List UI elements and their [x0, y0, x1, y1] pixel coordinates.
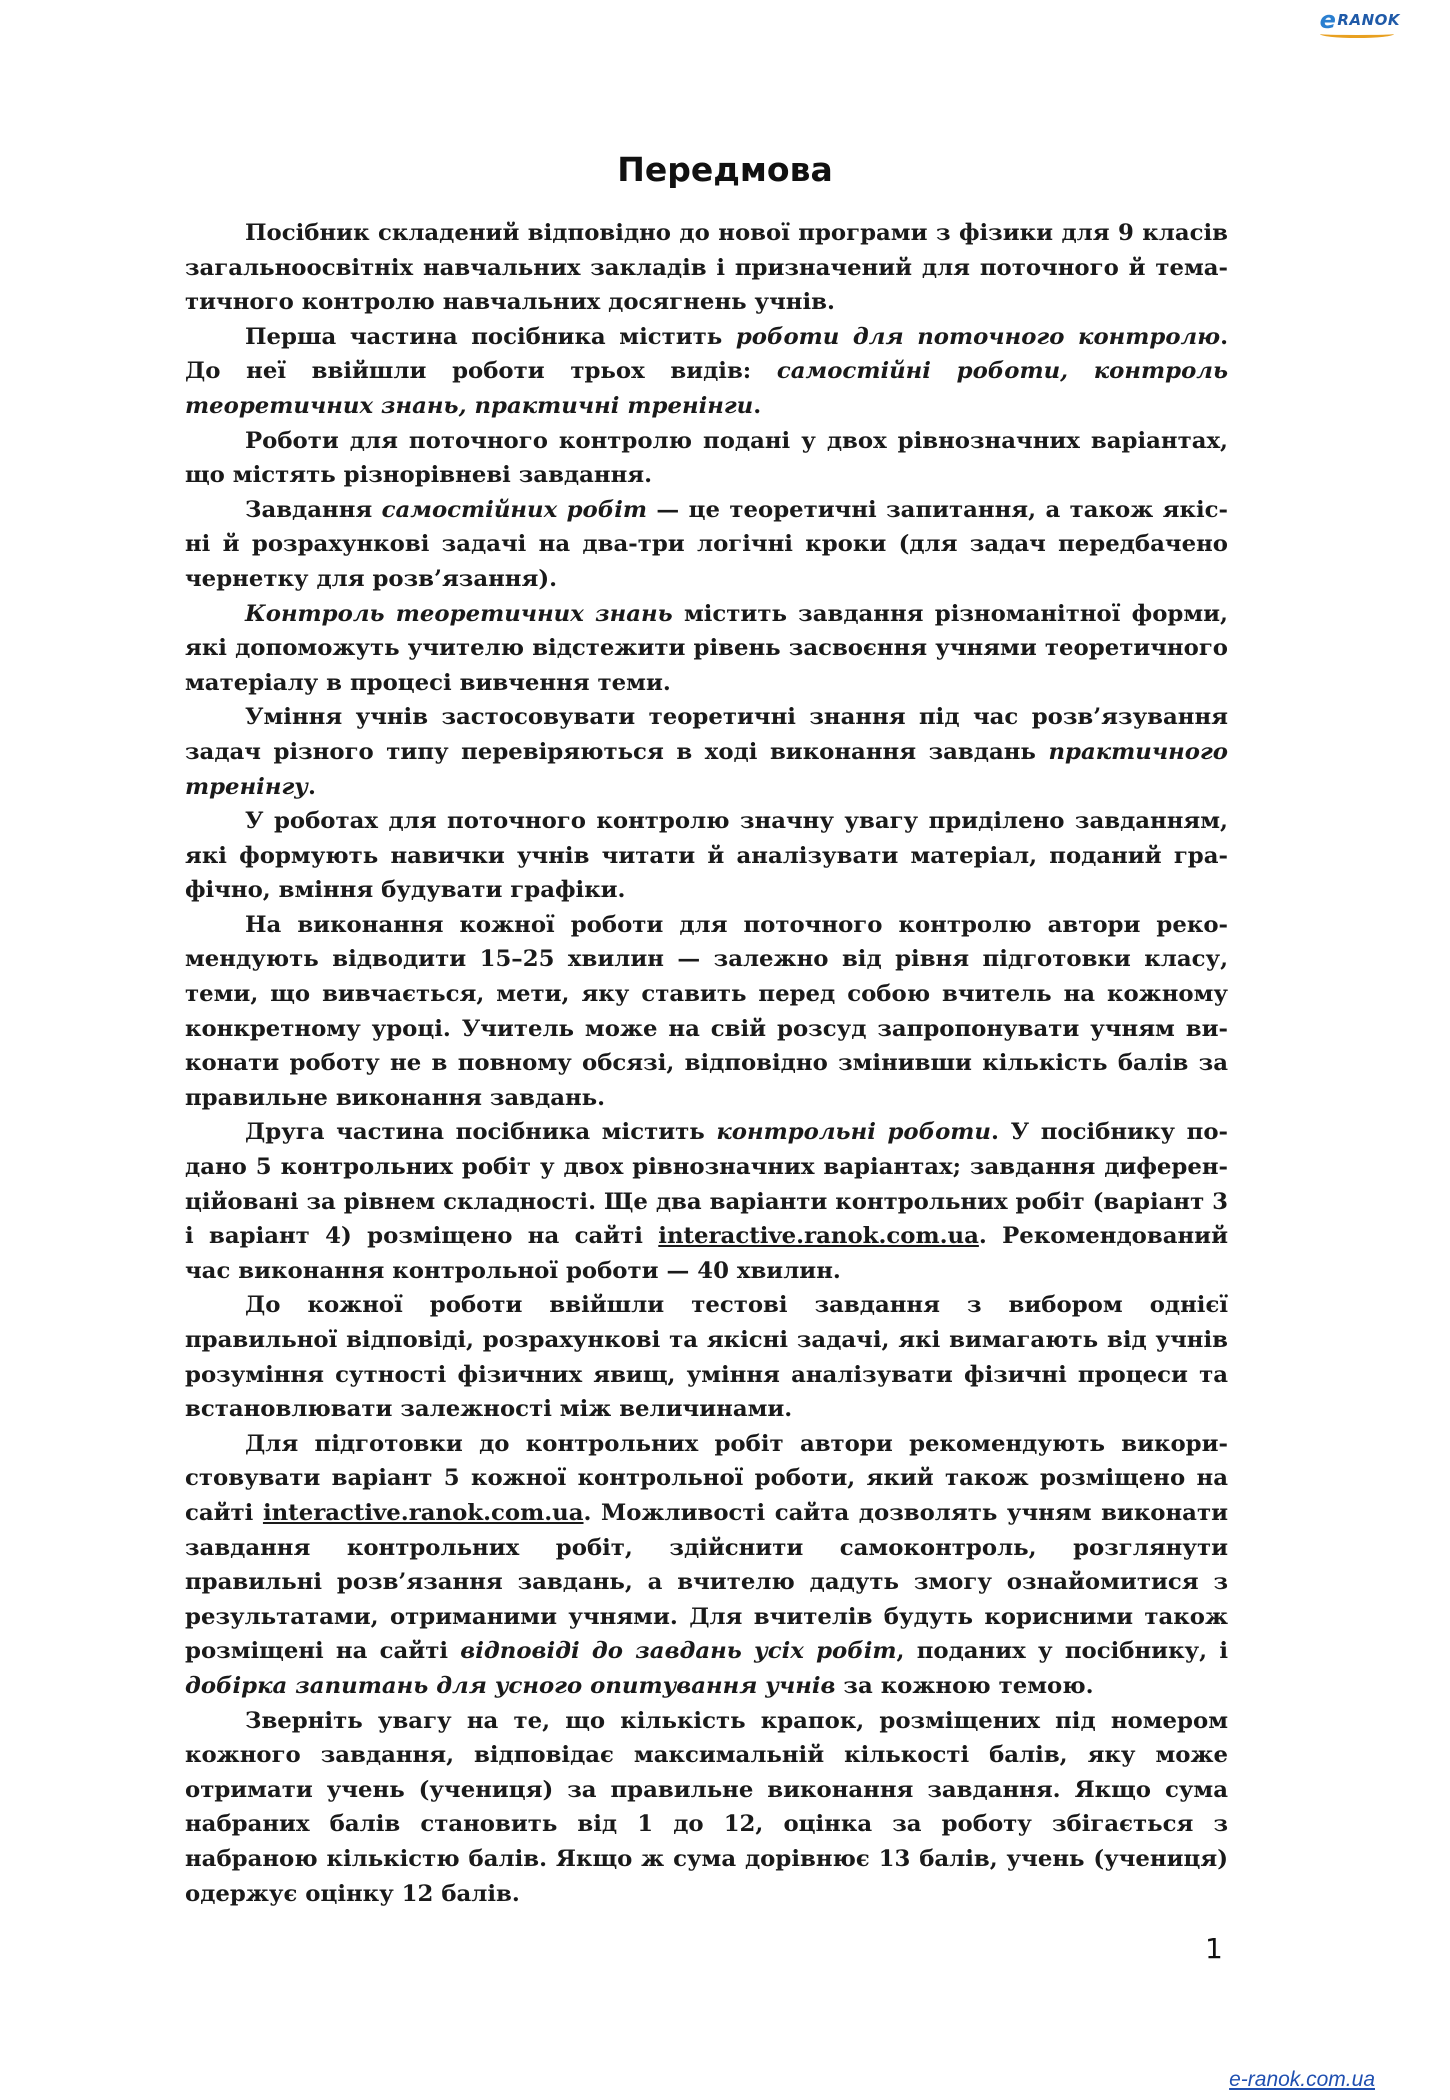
footer-site-link[interactable]: e-ranok.com.ua	[1229, 2068, 1375, 2091]
logo-text: RANOK	[1337, 11, 1400, 29]
site-link[interactable]: interactive.ranok.com.ua	[658, 1223, 979, 1250]
paragraph	[185, 216, 1228, 320]
text-run: До кожної роботи ввійшли тестові завдання з вибором однієї правильної відповіді, розрахункові та якісні задачі, які вимагають від учнів розуміння сутності фізичних явищ, уміння аналізувати фізичні процеси та встановлювати залежності між величинами.	[185, 1292, 1228, 1423]
emphasis-text: Контроль теоретичних знань	[245, 600, 673, 627]
logo-e-mark: e	[1319, 6, 1337, 34]
text-run: , поданих у посібнику, і	[896, 1638, 1228, 1665]
emphasis-text: відповіді до завдань усіх робіт	[460, 1638, 897, 1665]
paragraph	[185, 1288, 1228, 1426]
paragraph	[185, 700, 1228, 804]
text-run: містить завдання різноманітної форми, які допоможуть учителю відстежити рівень засвоєння учнями теоретичного матеріалу в процесі вивчення теми.	[185, 600, 1228, 696]
text-run: Роботи для поточного контролю подані у двох рівнозначних варіантах, що містять різнорівневі завдання.	[185, 427, 1228, 489]
emphasis-text: роботи для поточного контролю	[735, 323, 1221, 350]
text-run: У роботах для поточного контролю значну увагу приділено завданням, які формують навички учнів читати й аналізувати матеріал, поданий графічно, вміння будувати графіки.	[185, 808, 1228, 904]
text-run: На виконання кожної роботи для поточного контролю автори рекомендують відводити 15–25 хвилин — залежно від рівня підготовки класу, теми, що вивчається, мети, яку ставить перед собою вчитель на кожному конкретному уроці. Учитель може на свій розсуд запропонувати учням виконати роботу не в повному обсязі, відповідно змінивши кількість балів за правильне виконання завдань.	[185, 911, 1228, 1111]
text-run: Зверніть увагу на те, що кількість крапок, розміщених під номером кожного завдання, відповідає максимальній кількості балів, яку може отримати учень (учениця) за правильне виконання завдання. Якщо сума набраних балів становить від 1 до 12, оцінка за роботу збігається з набраною кількістю балів. Якщо ж сума дорівнює 13 балів, учень (учениця) одержує оцінку 12 балів.	[185, 1707, 1228, 1907]
text-run: Друга частина посібника містить	[245, 1119, 717, 1146]
page-title: Передмова	[617, 150, 833, 189]
ranok-logo	[1320, 6, 1400, 34]
site-link[interactable]: interactive.ranok.com.ua	[262, 1499, 584, 1526]
text-run: Уміння учнів застосовувати теоретичні знання під час розв’язування задач різного типу перевіряються в ході виконання завдань	[185, 704, 1228, 765]
text-run: Для підготовки до контрольних робіт автори рекомендують використовувати варіант 5 кожної контрольної роботи, який також розміщено на сайті	[185, 1430, 1228, 1526]
text-run: . У посібнику подано 5 контрольних робіт у двох рівнозначних варіантах; завдання диференційовані за рівнем складності. Ще два варіанти контрольних робіт (варіант 3 і варіант 4) розміщено на сайті	[185, 1119, 1228, 1250]
text-run: . Рекомендований час виконання контрольної роботи — 40 хвилин.	[185, 1223, 1228, 1284]
emphasis-text: самостійних робіт	[381, 496, 647, 523]
text-run: . Можливості сайта дозволять учням виконати завдання контрольних робіт, здійснити самоконтроль, розглянути правильні розв’язання завдань, а вчителю дадуть змогу ознайомитися з результатами, отриманими учнями. Для вчителів будуть корисними також розміщені на сайті	[185, 1499, 1228, 1665]
emphasis-text: практичного тренінгу	[185, 738, 1228, 800]
emphasis-text: самостійні роботи, контроль теоретичних знань, практичні тренінги	[185, 358, 1228, 419]
text-run: .	[307, 773, 316, 800]
text-run: Перша частина посібника містить	[245, 323, 736, 350]
text-run: Посібник складений відповідно до нової програми з фізики для 9 класів загальноосвітніх навчальних закладів і призначений для поточного й тематичного контролю навчальних досягнень учнів.	[185, 220, 1228, 316]
paragraph	[185, 1115, 1228, 1288]
paragraph	[185, 493, 1228, 597]
text-run: . До неї ввійшли роботи трьох видів:	[185, 323, 1229, 385]
paragraph	[185, 1427, 1228, 1704]
preface-body	[185, 216, 1228, 1911]
logo-swoosh	[1320, 30, 1394, 38]
emphasis-text: добірка запитань для усного опитування учнів	[185, 1672, 836, 1699]
text-run: — це теоретичні запитання, а також якісні й розрахункові задачі на два-три логічні кроки (для задач передбачено чернетку для розв’язання).	[185, 496, 1228, 592]
paragraph	[185, 597, 1228, 701]
text-run: за кожною темою.	[835, 1672, 1094, 1699]
paragraph	[185, 424, 1228, 493]
paragraph	[185, 804, 1228, 908]
emphasis-text: контрольні роботи	[716, 1119, 992, 1146]
paragraph	[185, 908, 1228, 1116]
page-number: 1	[1205, 1932, 1223, 1965]
paragraph	[185, 1704, 1228, 1912]
text-run: Завдання	[245, 496, 382, 523]
paragraph	[185, 320, 1228, 424]
text-run: .	[753, 392, 762, 419]
